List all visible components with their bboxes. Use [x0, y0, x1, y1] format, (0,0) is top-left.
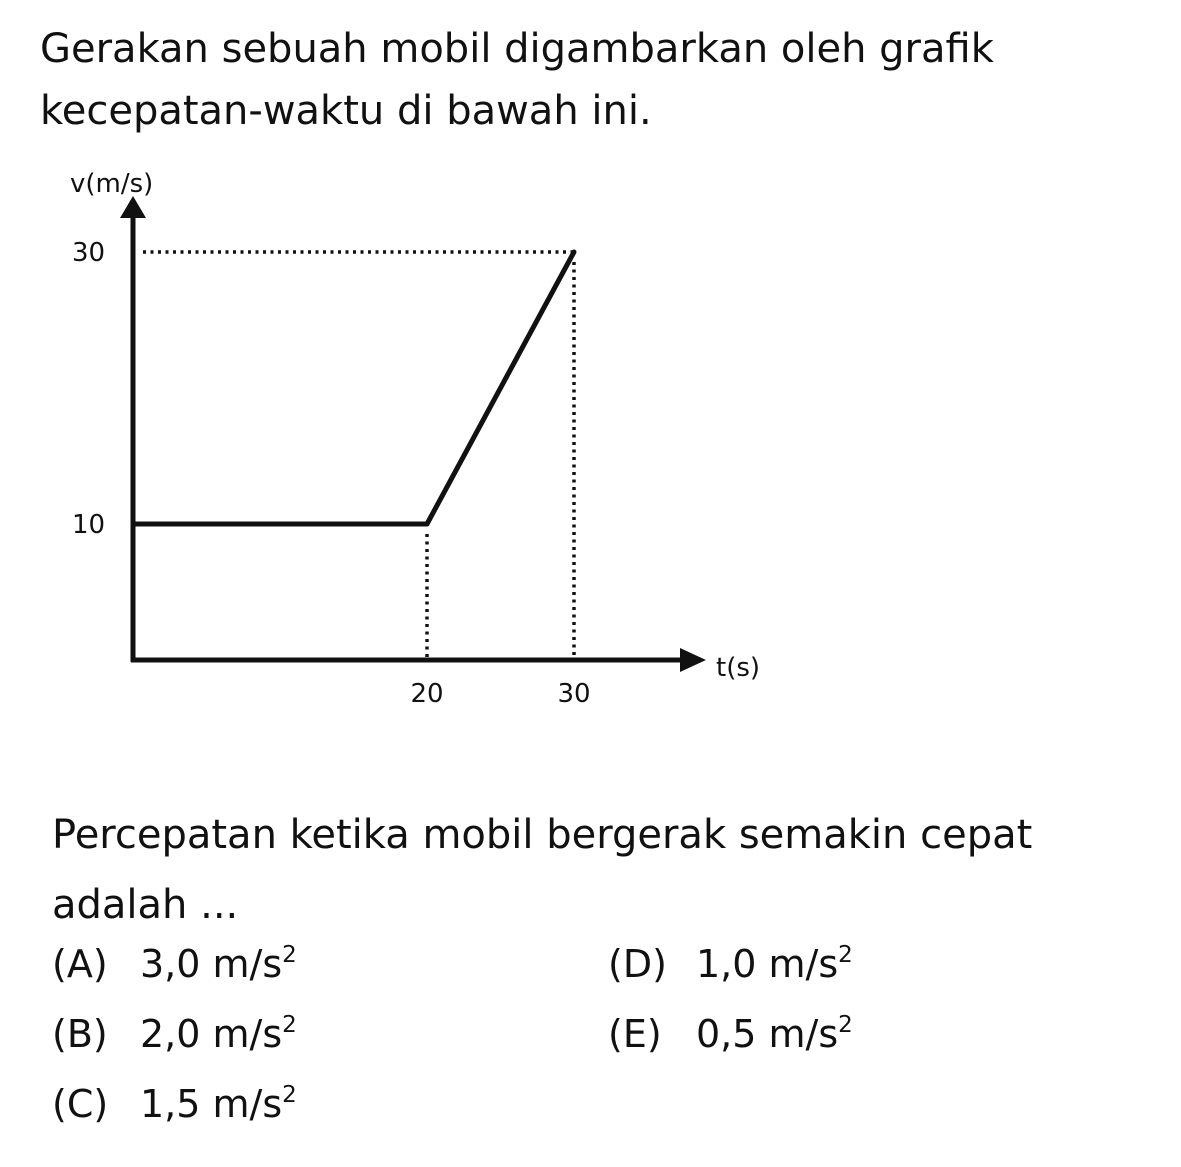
option-c[interactable] — [52, 1082, 297, 1126]
data-point-t30 — [572, 250, 577, 255]
option-unit: m/s — [768, 1012, 839, 1056]
option-exponent: 2 — [282, 1082, 297, 1108]
option-unit: m/s — [768, 942, 839, 986]
y-axis-arrow — [120, 196, 146, 218]
x-axis-arrow — [680, 648, 706, 672]
option-exponent: 2 — [838, 942, 853, 968]
question-intro: Gerakan sebuah mobil digambarkan oleh grafik kecepatan-waktu di bawah ini. — [40, 26, 994, 134]
x-axis-label: t(s) — [716, 653, 761, 683]
data-point-t20 — [425, 522, 430, 527]
option-e[interactable] — [608, 1012, 853, 1056]
option-a[interactable] — [52, 942, 297, 986]
option-value: 1,5 — [140, 1082, 201, 1126]
option-exponent: 2 — [838, 1012, 853, 1038]
option-value: 0,5 — [696, 1012, 757, 1056]
option-value: 2,0 — [140, 1012, 201, 1056]
option-exponent: 2 — [282, 942, 297, 968]
option-letter: (E) — [608, 1012, 662, 1056]
y-axis-label: v(m/s) — [70, 169, 154, 199]
option-letter: (D) — [608, 942, 667, 986]
option-letter: (B) — [52, 1012, 108, 1056]
y-tick-label-10: 10 — [72, 510, 106, 540]
option-exponent: 2 — [282, 1012, 297, 1038]
option-b[interactable] — [52, 1012, 297, 1056]
y-tick-label-30: 30 — [72, 238, 106, 268]
option-value: 3,0 — [140, 942, 201, 986]
option-d[interactable] — [608, 942, 853, 986]
option-unit: m/s — [212, 1012, 283, 1056]
data-point-t0 — [131, 522, 136, 527]
option-unit: m/s — [212, 1082, 283, 1126]
velocity-line — [133, 252, 574, 524]
x-tick-label-20: 20 — [410, 679, 444, 709]
x-tick-label-30: 30 — [557, 679, 591, 709]
option-letter: (A) — [52, 942, 108, 986]
question-prompt: Percepatan ketika mobil bergerak semakin cepat adalah ... — [52, 812, 1033, 928]
option-value: 1,0 — [696, 942, 757, 986]
option-letter: (C) — [52, 1082, 109, 1126]
option-unit: m/s — [212, 942, 283, 986]
